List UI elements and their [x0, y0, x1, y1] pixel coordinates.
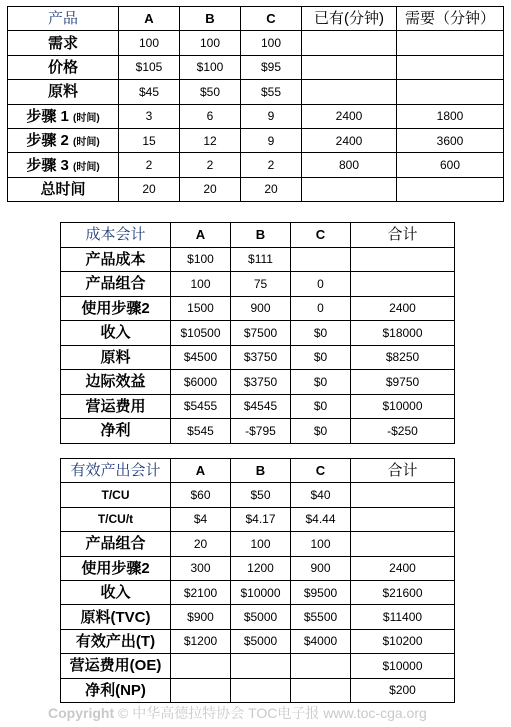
row-label-text: 产品成本: [85, 250, 146, 268]
row-label-text: 原料(TVC): [80, 608, 151, 626]
row-label-sub: (时间): [73, 112, 100, 124]
row-label-text: 产品组合: [85, 535, 146, 553]
row-label-text: 使用步骤2: [81, 299, 150, 317]
table-cell: [171, 678, 231, 702]
table-cell: $50: [231, 483, 291, 507]
table-cell: $545: [171, 419, 231, 444]
row-label-text: T/CU: [101, 488, 130, 503]
table-cell: 100: [180, 31, 241, 55]
table-cell: $95: [241, 55, 302, 79]
row-label-text: 总时间: [40, 180, 86, 198]
table-cell: $200: [351, 678, 455, 702]
table-cell: $40: [291, 483, 351, 507]
row-label: [8, 104, 119, 128]
table-row: [8, 153, 504, 177]
table-cell: 300: [171, 556, 231, 580]
table-cell: $5455: [171, 394, 231, 419]
row-label: [61, 247, 171, 272]
table-cell: 900: [291, 556, 351, 580]
table-cell: [291, 247, 351, 272]
column-header: C: [241, 7, 302, 31]
table-cell: 100: [119, 31, 180, 55]
table-cell: [351, 483, 455, 507]
row-label-text: 收入: [100, 584, 131, 602]
table-cell: $21600: [351, 580, 455, 604]
table-row: [61, 419, 455, 444]
table-cell: $5000: [231, 629, 291, 653]
row-label-text: 营运费用(OE): [69, 657, 162, 675]
table-cell: 12: [180, 128, 241, 152]
table-cell: [302, 31, 397, 55]
table-cell: $3750: [231, 370, 291, 395]
table-row: [8, 177, 504, 201]
table-row: [61, 556, 455, 580]
table-cell: [397, 177, 504, 201]
table-row: [8, 31, 504, 55]
copyright-footer: [48, 703, 508, 723]
table-title: 有效产出会计: [61, 459, 171, 483]
row-label: [8, 55, 119, 79]
table-cell: $2100: [171, 580, 231, 604]
table-cell: $105: [119, 55, 180, 79]
table-cell: 2: [241, 153, 302, 177]
column-header: 合计: [351, 459, 455, 483]
table-cell: $50: [180, 80, 241, 104]
table-cell: 900: [231, 296, 291, 321]
column-header: 合计: [351, 223, 455, 248]
table-cell: $11400: [351, 605, 455, 629]
copyright-symbol: ©: [118, 705, 129, 721]
table-cell: $55: [241, 80, 302, 104]
table-cell: $18000: [351, 321, 455, 346]
header-row: [61, 223, 455, 248]
table-cell: $6000: [171, 370, 231, 395]
table-cell: 20: [171, 532, 231, 556]
table-cell: $0: [291, 321, 351, 346]
row-label-text: 步骤 3: [26, 156, 69, 174]
table-cell: $8250: [351, 345, 455, 370]
row-label-sub: (时间): [73, 161, 100, 173]
table-cell: 1800: [397, 104, 504, 128]
table-cell: [231, 654, 291, 678]
table-cell: 20: [241, 177, 302, 201]
table-cell: 3600: [397, 128, 504, 152]
table-cell: $9750: [351, 370, 455, 395]
row-label-text: 原料: [100, 348, 131, 366]
table-cell: [291, 654, 351, 678]
table-cell: $0: [291, 370, 351, 395]
row-label: [61, 654, 171, 678]
table-cell: [351, 507, 455, 531]
table-row: [61, 247, 455, 272]
table-cell: 20: [180, 177, 241, 201]
table-cell: 9: [241, 128, 302, 152]
row-label: [61, 580, 171, 604]
table-cell: [302, 177, 397, 201]
column-header: A: [119, 7, 180, 31]
column-header: A: [171, 459, 231, 483]
row-label-text: 原料: [47, 83, 78, 101]
column-header: B: [231, 223, 291, 248]
table-cell: 75: [231, 272, 291, 297]
table-cell: $5500: [291, 605, 351, 629]
table-cell: [231, 678, 291, 702]
table-cell: 1500: [171, 296, 231, 321]
table-cell: $111: [231, 247, 291, 272]
row-label: [8, 153, 119, 177]
column-header: 需要（分钟）: [397, 7, 504, 31]
table-cell: $45: [119, 80, 180, 104]
table-row: [61, 296, 455, 321]
table-row: [61, 483, 455, 507]
table-cell: 15: [119, 128, 180, 152]
table-cell: 6: [180, 104, 241, 128]
table-row: [61, 580, 455, 604]
table-row: [61, 272, 455, 297]
table-cell: $10000: [351, 394, 455, 419]
table-cell: [397, 55, 504, 79]
row-label: [8, 128, 119, 152]
table-cell: $900: [171, 605, 231, 629]
row-label: [61, 605, 171, 629]
table-row: [61, 345, 455, 370]
row-label-text: 营运费用: [85, 397, 146, 415]
organization-name: 中华高德拉特协会 TOC电子报: [132, 705, 320, 721]
table-cell: [291, 678, 351, 702]
row-label: [61, 321, 171, 346]
table-cell: $3750: [231, 345, 291, 370]
table-row: [8, 55, 504, 79]
table-row: [61, 629, 455, 653]
table-cell: $4545: [231, 394, 291, 419]
table-cell: [397, 80, 504, 104]
table-row: [8, 80, 504, 104]
table-cell: $10500: [171, 321, 231, 346]
row-label: [61, 532, 171, 556]
table-cell: $5000: [231, 605, 291, 629]
table-cell: 0: [291, 272, 351, 297]
row-label: [61, 629, 171, 653]
table-cell: 1200: [231, 556, 291, 580]
table-cell: 2: [119, 153, 180, 177]
table-cell: $4: [171, 507, 231, 531]
row-label-text: 使用步骤2: [81, 559, 150, 577]
row-label-sub: (时间): [73, 137, 100, 149]
column-header: C: [291, 459, 351, 483]
table-cell: 2400: [302, 128, 397, 152]
table-row: [61, 507, 455, 531]
table-row: [8, 128, 504, 152]
copyright-label: Copyright: [48, 705, 115, 721]
table-cell: $4500: [171, 345, 231, 370]
table-cell: $4000: [291, 629, 351, 653]
row-label-text: 收入: [100, 324, 131, 342]
row-label-text: T/CU/t: [97, 512, 134, 527]
cost-accounting-table: [60, 222, 455, 444]
table-cell: [351, 272, 455, 297]
table-cell: $7500: [231, 321, 291, 346]
table-title: 产品: [8, 7, 119, 31]
table-cell: 100: [291, 532, 351, 556]
row-label: [61, 370, 171, 395]
table-cell: -$795: [231, 419, 291, 444]
header-row: [8, 7, 504, 31]
table-row: [61, 605, 455, 629]
table-cell: $100: [171, 247, 231, 272]
row-label: [8, 31, 119, 55]
throughput-accounting-table: [60, 458, 455, 703]
table-cell: $1200: [171, 629, 231, 653]
row-label-text: 边际效益: [85, 373, 146, 391]
row-label-text: 有效产出(T): [75, 632, 156, 650]
table-cell: $10200: [351, 629, 455, 653]
website-url[interactable]: www.toc-cga.org: [323, 705, 427, 721]
column-header: B: [180, 7, 241, 31]
table-cell: $100: [180, 55, 241, 79]
table-cell: 9: [241, 104, 302, 128]
row-label-text: 产品组合: [85, 275, 146, 293]
table-cell: $0: [291, 345, 351, 370]
column-header: C: [291, 223, 351, 248]
table-row: [61, 321, 455, 346]
table-row: [61, 532, 455, 556]
row-label: [61, 394, 171, 419]
row-label: [8, 80, 119, 104]
table-cell: 3: [119, 104, 180, 128]
table-cell: 2400: [302, 104, 397, 128]
table-cell: 600: [397, 153, 504, 177]
table-cell: 100: [231, 532, 291, 556]
table-cell: $0: [291, 394, 351, 419]
row-label-text: 需求: [47, 34, 78, 52]
table-cell: [397, 31, 504, 55]
table-cell: [302, 55, 397, 79]
table-cell: -$250: [351, 419, 455, 444]
column-header: 已有(分钟): [302, 7, 397, 31]
row-label: [61, 419, 171, 444]
table-row: [61, 370, 455, 395]
table-cell: $0: [291, 419, 351, 444]
table-cell: 800: [302, 153, 397, 177]
table-title: 成本会计: [61, 223, 171, 248]
table-cell: $4.17: [231, 507, 291, 531]
row-label-text: 净利(NP): [85, 681, 146, 699]
table-cell: 2400: [351, 556, 455, 580]
row-label-text: 步骤 1: [26, 107, 69, 125]
table-row: [8, 104, 504, 128]
row-label: [61, 483, 171, 507]
row-label: [61, 556, 171, 580]
header-row: [61, 459, 455, 483]
table-cell: 100: [241, 31, 302, 55]
table-cell: 100: [171, 272, 231, 297]
row-label: [61, 507, 171, 531]
table-cell: $4.44: [291, 507, 351, 531]
table-cell: 20: [119, 177, 180, 201]
row-label-text: 净利: [100, 422, 131, 440]
row-label: [61, 272, 171, 297]
table-cell: $10000: [351, 654, 455, 678]
row-label: [8, 177, 119, 201]
row-label: [61, 345, 171, 370]
table-cell: [171, 654, 231, 678]
table-cell: [351, 247, 455, 272]
column-header: A: [171, 223, 231, 248]
table-cell: 2: [180, 153, 241, 177]
product-data-table: [7, 6, 504, 202]
row-label: [61, 296, 171, 321]
table-row: [61, 654, 455, 678]
table-cell: 2400: [351, 296, 455, 321]
table-row: [61, 678, 455, 702]
table-row: [61, 394, 455, 419]
row-label-text: 价格: [47, 58, 78, 76]
table-cell: [302, 80, 397, 104]
table-cell: 0: [291, 296, 351, 321]
table-cell: $10000: [231, 580, 291, 604]
column-header: B: [231, 459, 291, 483]
row-label: [61, 678, 171, 702]
table-cell: [351, 532, 455, 556]
row-label-text: 步骤 2: [26, 132, 69, 150]
table-cell: $9500: [291, 580, 351, 604]
table-cell: $60: [171, 483, 231, 507]
